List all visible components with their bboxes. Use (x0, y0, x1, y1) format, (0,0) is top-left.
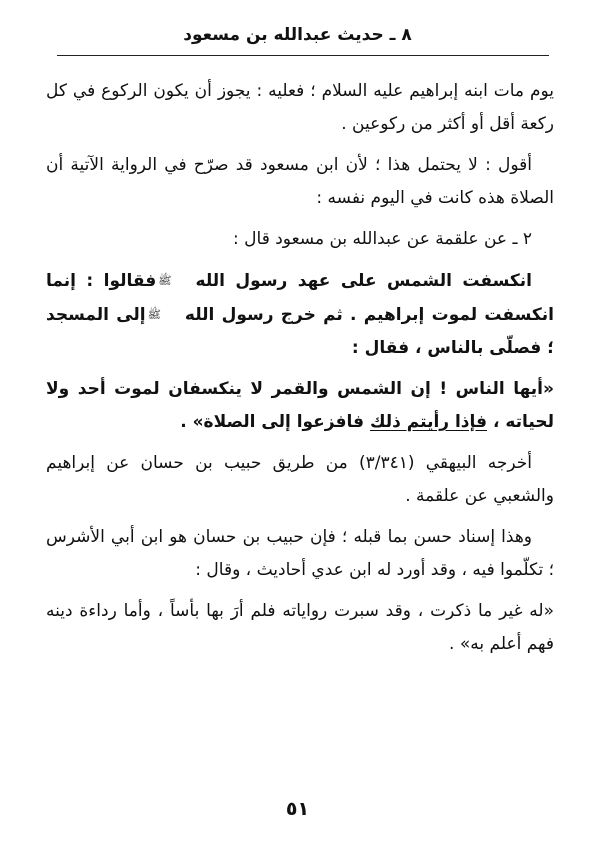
running-header: ٨ ـ حديث عبدالله بن مسعود (183, 25, 412, 45)
hadith-text (46, 264, 554, 365)
page-body (46, 75, 554, 661)
hadith-text-part-1: انكسفت الشمس على عهد رسول الله (195, 271, 532, 291)
quote-part-3: فافزعوا إلى الصلاة» . (180, 412, 370, 432)
header-divider (57, 55, 549, 56)
hadith-text-part-3: إلى المسجد ؛ فصلّى بالناس ، فقال : (46, 305, 554, 358)
salla-symbol: ﷺ (158, 274, 172, 287)
hadith-number-line: ٢ ـ عن علقمة عن عبدالله بن مسعود قال : (233, 229, 532, 249)
quote-underlined-phrase: فإذا رأيتم ذلك (369, 412, 488, 432)
paragraph-takhrij: أخرجه البيهقي (٣/٣٤١) من طريق حبيب بن حسان عن إبراهيم والشعبي عن علقمة . (46, 453, 554, 506)
page-number: ٥١ (285, 798, 310, 820)
ibn-adi-quote: «له غير ما ذكرت ، وقد سبرت رواياته فلم أرَ بها بأساً ، وأما رداءة دينه فهم أعلم به» . (46, 601, 554, 654)
paragraph-1: يوم مات ابنه إبراهيم عليه السلام ؛ فعليه : يجوز أن يكون الركوع في كل ركعة أقل أو أكثر من ركوعين . (46, 81, 554, 134)
prophet-quote (46, 373, 554, 439)
salla-symbol: ﷺ (147, 308, 161, 321)
quote-part-1: «أيها الناس ! إن الشمس والقمر لا ينكسفان لموت أحد ولا لحياته ، (46, 379, 554, 432)
hadith-text-part-2: فقالوا : إنما انكسفت لموت إبراهيم . ثم خرج رسول الله (46, 271, 554, 325)
paragraph-2: أقول : لا يحتمل هذا ؛ لأن ابن مسعود قد صرّح في الرواية الآتية أن الصلاة هذه كانت في اليوم نفسه : (46, 155, 554, 208)
paragraph-isnad: وهذا إسناد حسن بما قبله ؛ فإن حبيب بن حسان هو ابن أبي الأشرس ؛ تكلّموا فيه ، وقد أورد له ابن عدي أحاديث ، وقال : (46, 527, 554, 580)
